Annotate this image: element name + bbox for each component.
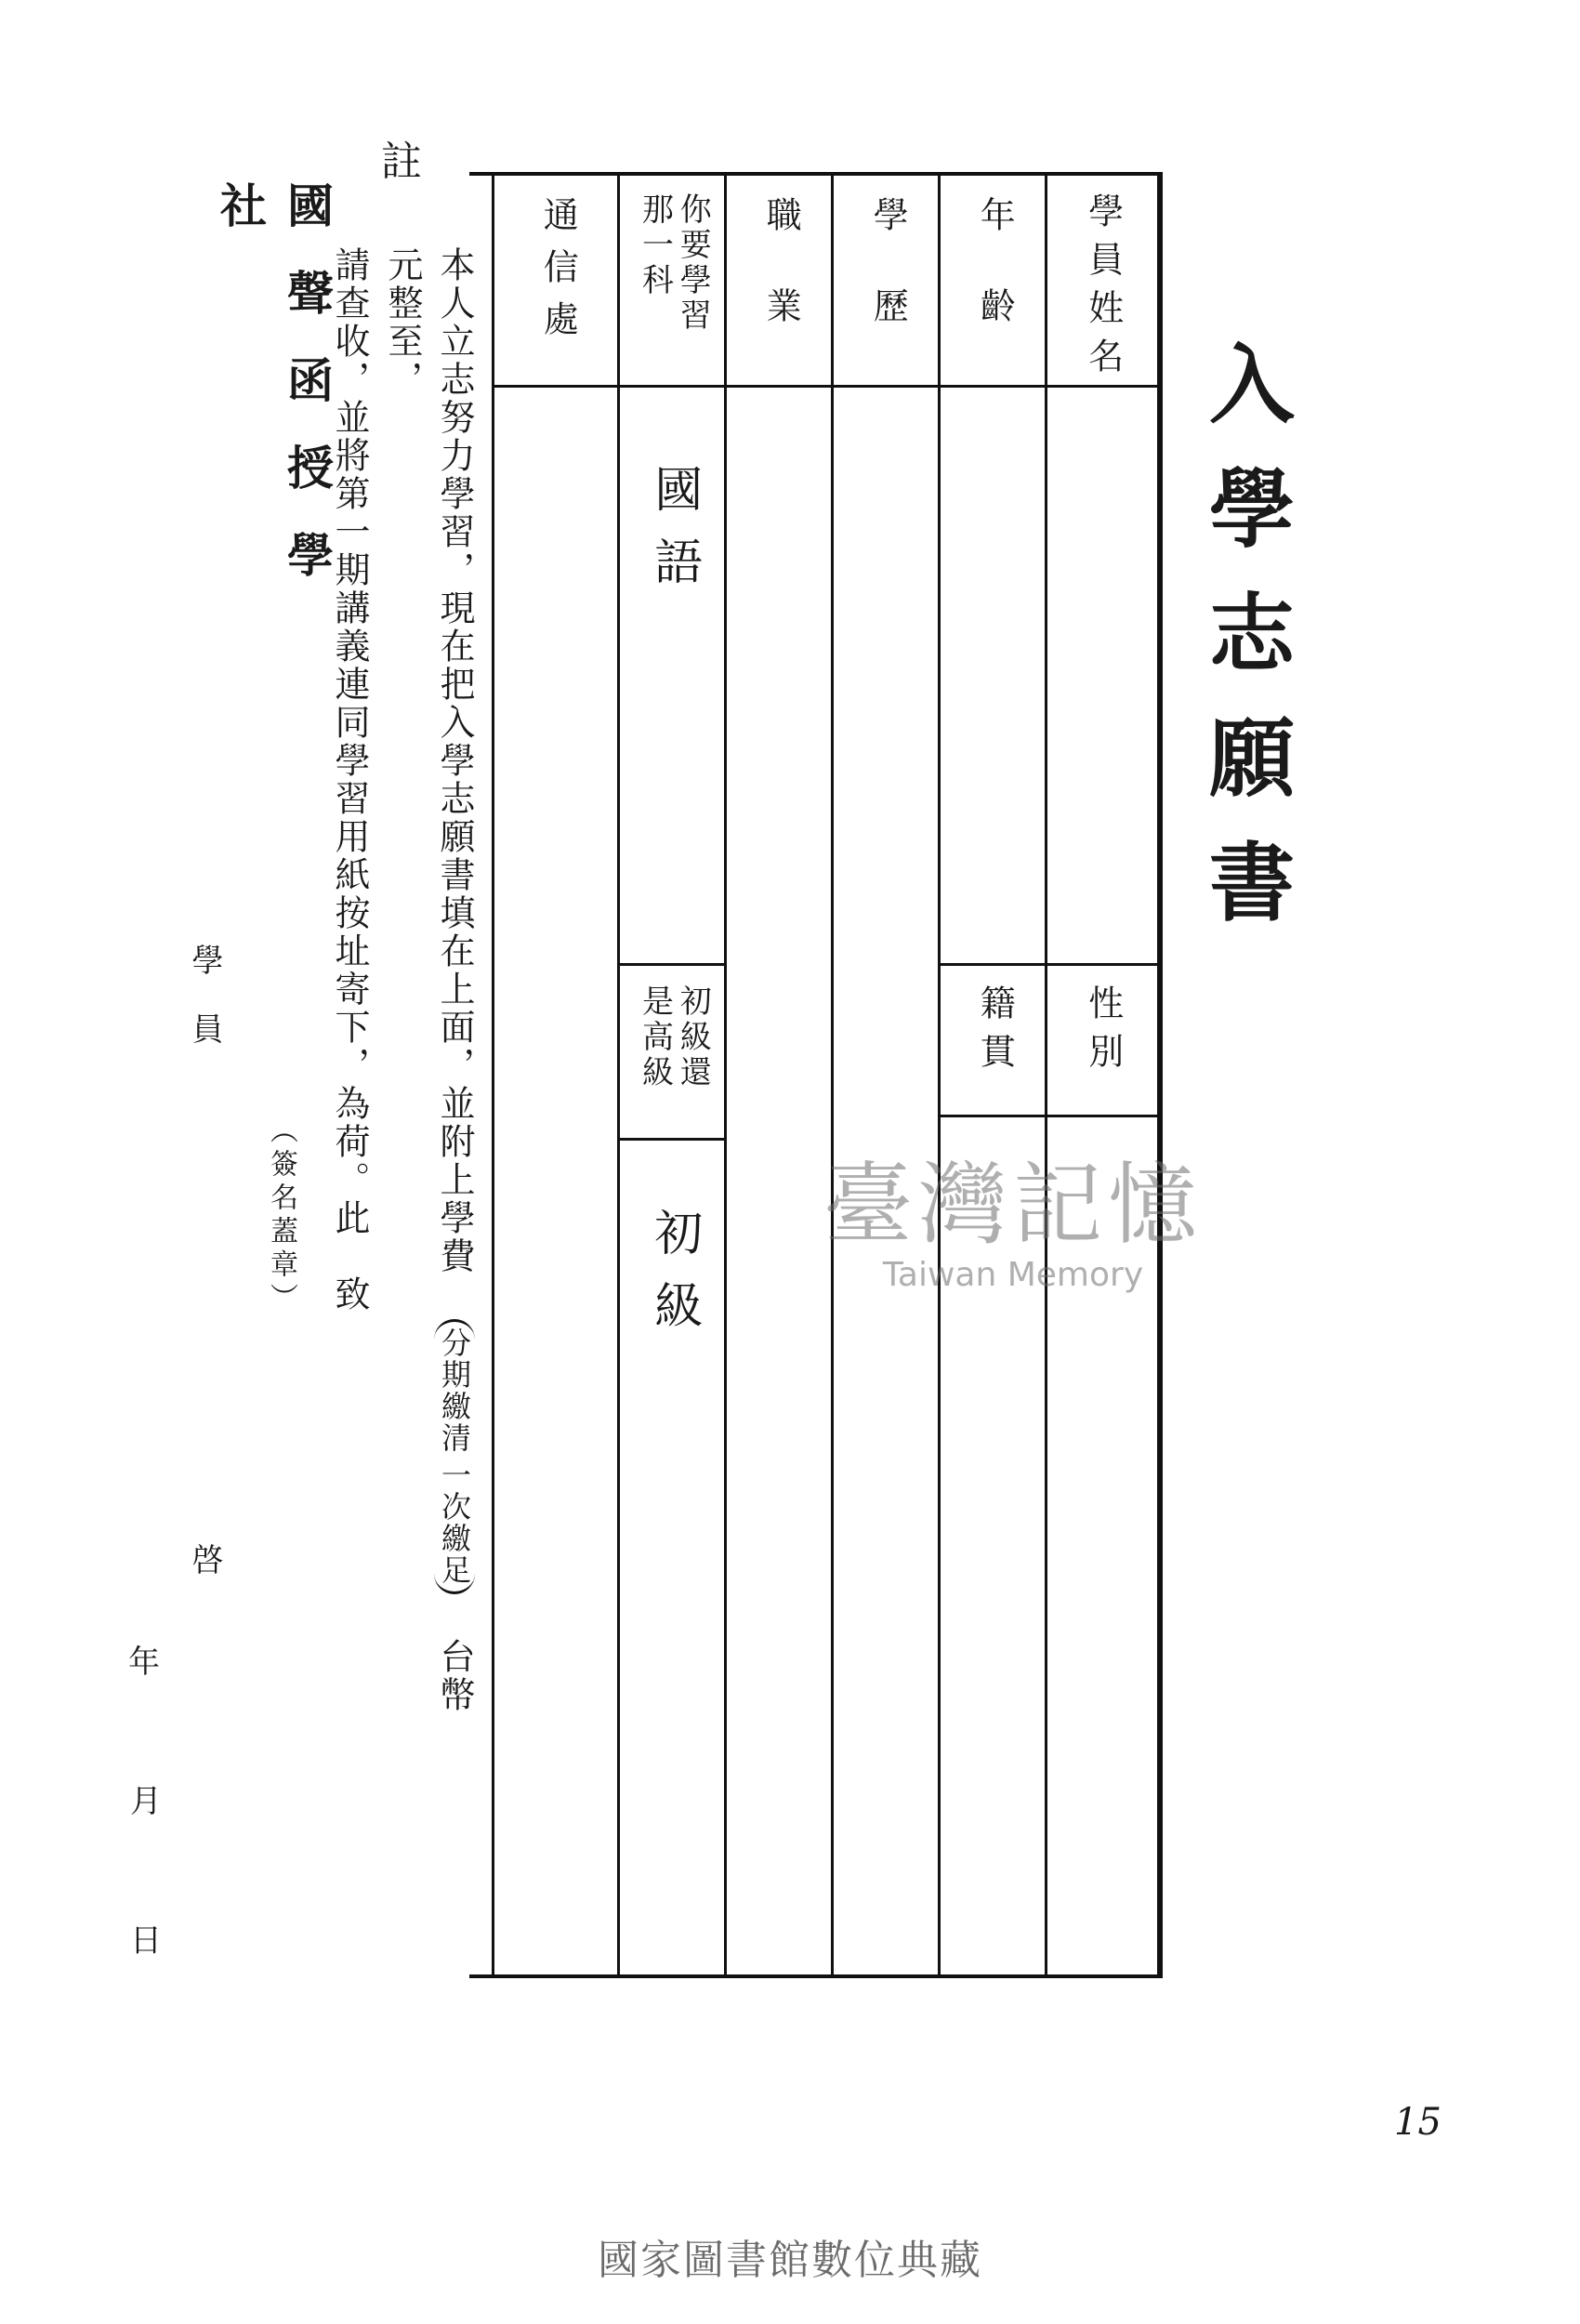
note-line-1-a: 本人立志努力學習，現在把入學志願書填在上面，並附上學費 bbox=[434, 246, 475, 1275]
education-column bbox=[831, 176, 941, 1974]
age-column bbox=[938, 176, 1047, 1974]
payment-option-full: 一次繳足 bbox=[437, 1459, 472, 1586]
footer-archive-label: 國家圖書館數位典藏 bbox=[598, 2237, 982, 2284]
student-label: 學員 bbox=[186, 944, 223, 1081]
date-month[interactable]: 月 bbox=[130, 1783, 162, 1820]
name-label: 學員姓名 bbox=[1082, 192, 1124, 386]
watermark bbox=[781, 1134, 1245, 1294]
signature-note: （簽名蓋章） bbox=[265, 1116, 297, 1316]
payment-option-bracket bbox=[434, 1319, 475, 1594]
subject-value: 國語 bbox=[645, 464, 702, 609]
age-label: 年齡 bbox=[974, 196, 1016, 378]
application-form-table bbox=[469, 172, 1163, 1978]
level-label: 初級還是高級 bbox=[636, 984, 712, 1090]
date-year[interactable]: 年 bbox=[128, 1644, 160, 1681]
payment-option-installment: 分期繳清 bbox=[437, 1327, 472, 1454]
subject-label: 你要學習那一科 bbox=[636, 192, 712, 334]
level-value: 初級 bbox=[645, 1208, 702, 1353]
note-mark: 註 bbox=[374, 139, 421, 180]
note-line-1-b: 台幣 bbox=[434, 1638, 475, 1714]
date-day[interactable]: 日 bbox=[130, 1922, 162, 1960]
note-line-1-c: 元整至， bbox=[382, 246, 423, 399]
native-place-label: 籍貫 bbox=[974, 984, 1016, 1081]
note-line-1 bbox=[376, 246, 481, 1975]
name-column bbox=[1045, 176, 1157, 1974]
page-number: 15 bbox=[1394, 2101, 1442, 2144]
gender-label: 性別 bbox=[1082, 984, 1124, 1081]
address-field[interactable] bbox=[494, 390, 620, 1951]
watermark-english: Taiwan Memory bbox=[882, 1256, 1144, 1294]
watermark-chinese: 臺灣記憶 bbox=[823, 1153, 1203, 1257]
subject-column bbox=[617, 176, 727, 1974]
school-name: 國聲函授學社 bbox=[213, 181, 335, 618]
occupation-label: 職業 bbox=[760, 196, 802, 378]
address-column bbox=[492, 176, 620, 1974]
document-title: 入學志願書 bbox=[1195, 339, 1296, 962]
note-line-2: 請查收，並將第一期講義連同學習用紙按址寄下，為荷。此 致 bbox=[329, 246, 370, 1314]
occupation-column bbox=[724, 176, 834, 1974]
address-label: 通信處 bbox=[537, 196, 579, 352]
education-label: 學歷 bbox=[867, 196, 909, 378]
age-field[interactable] bbox=[941, 390, 1047, 947]
closing-qi: 啓 bbox=[186, 1543, 223, 1575]
